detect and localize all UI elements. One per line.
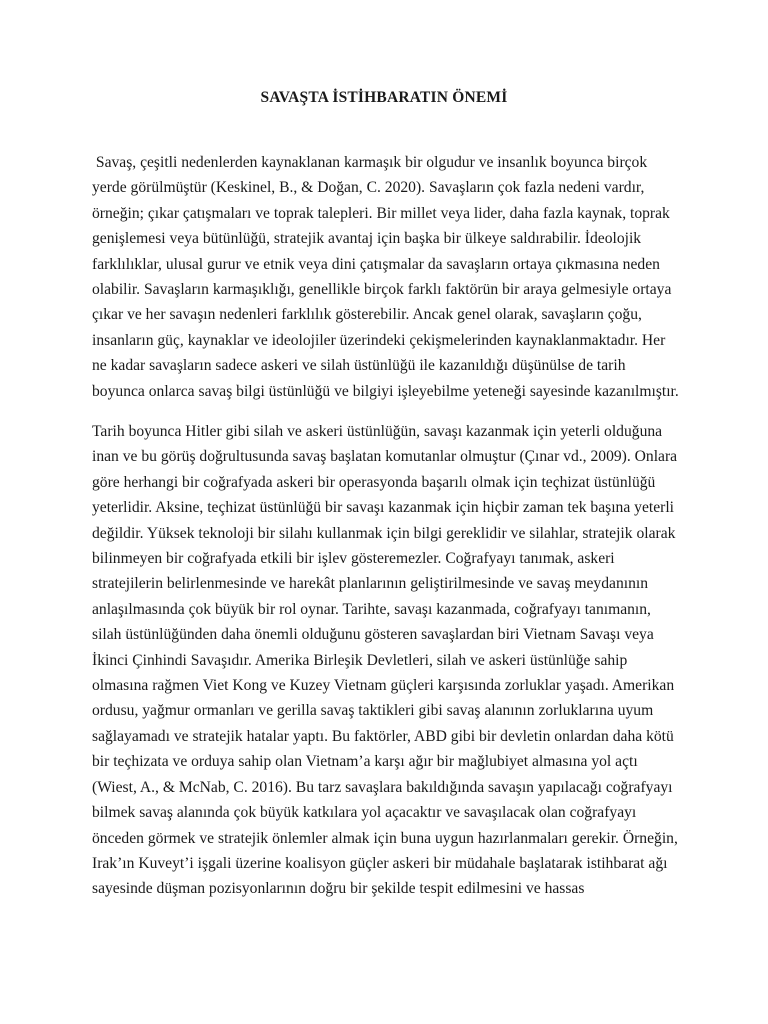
paragraph-line: önceden görmek ve stratejik önlemler almak için buna uygun hazırlanmaları gerekir. Örneğin,	[92, 829, 678, 847]
paragraph-line: olmasına rağmen Viet Kong ve Kuzey Vietnam güçleri karşısında zorluklar yaşadı. Amerikan	[92, 677, 675, 695]
paragraph-line: farklılıklar, ulusal gurur ve etnik veya dini çatışmalar da savaşların ortaya çıkmasına neden	[92, 255, 660, 273]
paragraph-line: inan ve bu görüş doğrultusunda savaş başlatan komutanlar olmuştur (Çınar vd., 2009). Onlara	[92, 448, 678, 466]
paragraph-line: olabilir. Savaşların karmaşıklığı, genellikle birçok farklı faktörün bir araya gelmesiyle ortaya	[92, 281, 672, 299]
paragraph-line: ordusu, yağmur ormanları ve gerilla savaş taktikleri gibi savaş alanının zorluklarına uyum	[92, 702, 654, 720]
paragraph-line: bilinmeyen bir coğrafyada etkili bir işlev gösteremezler. Coğrafyayı tanımak, askeri	[92, 550, 615, 568]
paragraph-line: silah üstünlüğünden daha önemli olduğunu gösteren savaşlardan biri Vietnam Savaşı veya	[92, 626, 654, 644]
paragraph-1	[92, 150, 684, 404]
paragraph-line: Savaş, çeşitli nedenlerden kaynaklanan karmaşık bir olgudur ve insanlık boyunca birçok	[92, 154, 648, 171]
paragraph-line: örneğin; çıkar çatışmaları ve toprak talepleri. Bir millet veya lider, daha fazla kaynak, toprak	[92, 204, 670, 222]
paragraph-line: (Wiest, A., & McNab, C. 2016). Bu tarz savaşlara bakıldığında savaşın yapılacağı coğrafyayı	[92, 778, 673, 796]
document-title: SAVAŞTA İSTİHBARATIN ÖNEMİ	[260, 89, 508, 106]
paragraph-line: yerde görülmüştür (Keskinel, B., & Doğan, C. 2020). Savaşların çok fazla nedeni vardır,	[92, 179, 645, 197]
paragraph-line: ne kadar savaşların sadece askeri ve silah üstünlüğü ile kazanıldığı düşünülse de tarih	[92, 357, 626, 375]
paragraph-line: bilmek savaş alanında çok büyük katkılara yol açacaktır ve savaşılacak olan coğrafyayı	[92, 804, 637, 822]
paragraph-line: Tarih boyunca Hitler gibi silah ve askeri üstünlüğün, savaşı kazanmak için yeterli olduğuna	[92, 423, 663, 440]
paragraph-line: stratejilerin belirlenmesinde ve harekât planlarının geliştirilmesinde ve savaş meydanının	[92, 575, 648, 593]
paragraph-line: Irak’ın Kuveyt’i işgali üzerine koalisyon güçler askeri bir müdahale başlatarak istihbarat ağı	[92, 854, 668, 872]
paragraph-line: anlaşılmasında çok büyük bir rol oynar. Tarihte, savaşı kazanmada, coğrafyayı tanımanın,	[92, 600, 651, 618]
paragraph-line: insanların güç, kaynaklar ve ideolojiler üzerindeki çekişmelerinden kaynaklanmaktadır. Her	[92, 331, 666, 349]
paragraph-2	[92, 419, 684, 902]
paragraph-line: çıkar ve her savaşın nedenleri farklılık gösterebilir. Ancak genel olarak, savaşların çoğu,	[92, 306, 642, 324]
paragraph-line: yeterlidir. Aksine, teçhizat üstünlüğü bir savaşı kazanmak için hiçbir zaman tek başına yeterli	[92, 499, 674, 517]
paragraph-line: sayesinde düşman pozisyonlarının doğru bir şekilde tespit edilmesini ve hassas	[92, 880, 585, 898]
paragraph-line: sağlayamadı ve stratejik hatalar yaptı. Bu faktörler, ABD gibi bir devletin onlardan daha kötü	[92, 727, 674, 745]
paragraph-line: genişlemesi veya bütünlüğü, stratejik avantaj için başka bir ülkeye saldırabilir. İdeolojik	[92, 230, 642, 248]
paragraph-line: göre herhangi bir coğrafyada askeri bir operasyonda başarılı olmak için teçhizat üstünlüğü	[92, 473, 656, 491]
paragraph-line: İkinci Çinhindi Savaşıdır. Amerika Birleşik Devletleri, silah ve askeri üstünlüğe sahip	[92, 651, 628, 669]
paragraph-line: bir teçhizata ve orduya sahip olan Vietnam’a karşı ağır bir mağlubiyet almasına yol açtı	[92, 753, 638, 771]
paragraph-line: değildir. Yüksek teknoloji bir silahı kullanmak için bilgi gereklidir ve silahlar, stratejik olarak	[92, 524, 676, 542]
paragraph-line: boyunca onlarca savaş bilgi üstünlüğü ve bilgiyi işleyebilme yeteneği sayesinde kazanılmıştır.	[92, 382, 679, 400]
